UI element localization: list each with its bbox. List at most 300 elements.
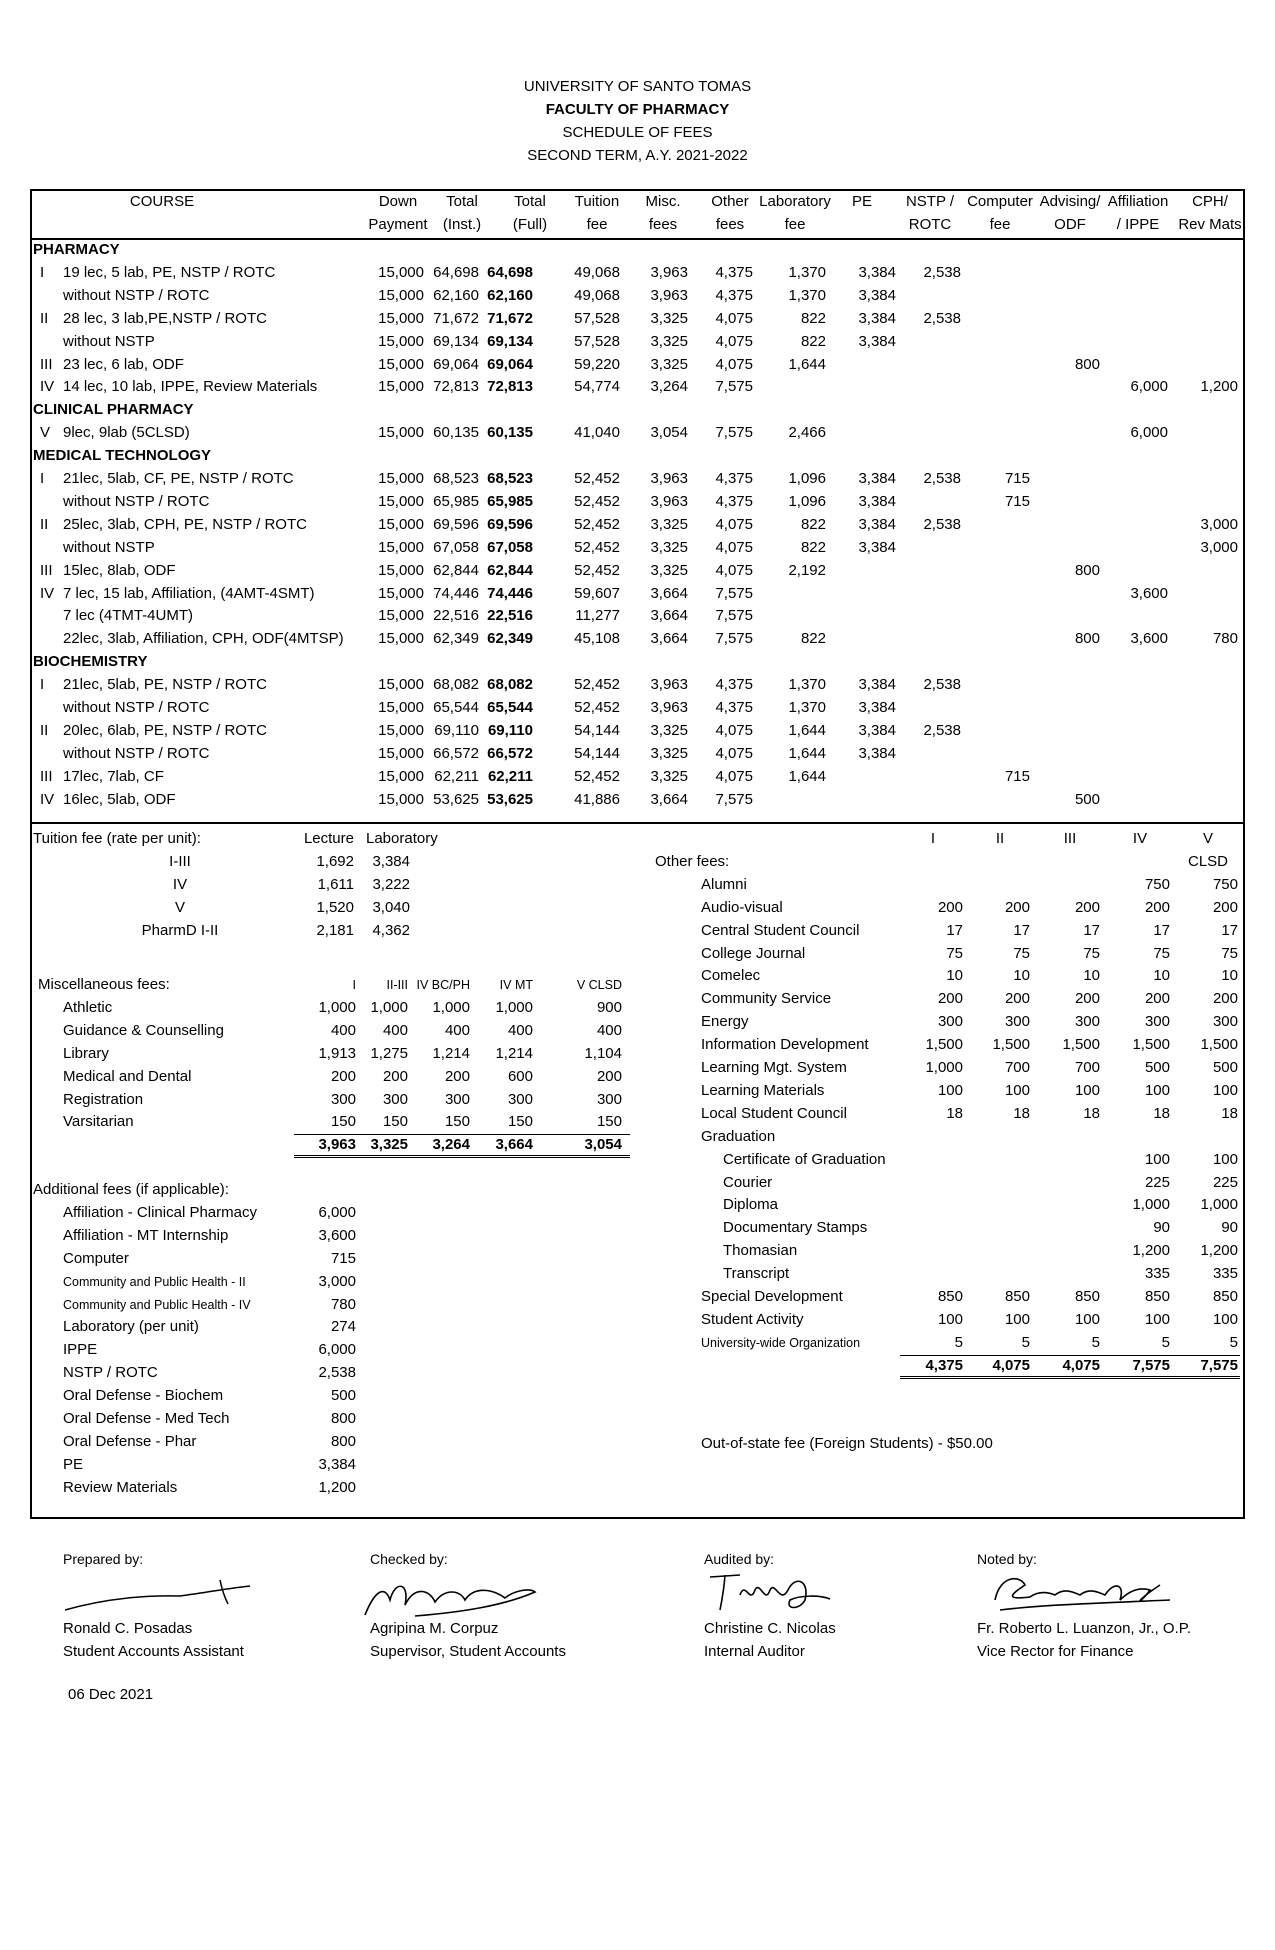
fee-cell: 822 [800, 538, 826, 556]
fee-cell: 1,644 [788, 767, 826, 785]
fee-cell: 22,516 [433, 607, 479, 625]
additional-fee-label: Community and Public Health - IV [63, 1297, 251, 1312]
tuition-lecture-rate: 1,520 [316, 898, 354, 916]
fee-cell: 715 [1004, 492, 1030, 510]
signatory-name: Ronald C. Posadas [63, 1620, 193, 1637]
tuition-lecture-rate: 2,181 [316, 921, 354, 939]
fee-cell: 4,375 [715, 492, 753, 510]
misc-fee-value: 1,000 [432, 998, 470, 1016]
fee-cell: 4,075 [715, 309, 753, 327]
fee-cell: 57,528 [574, 332, 620, 350]
fee-cell: 54,144 [574, 721, 620, 739]
other-fee-label: University-wide Organization [701, 1335, 861, 1350]
column-header-sub: ROTC [908, 216, 952, 233]
column-header: Computer [967, 193, 1033, 210]
other-column-header: IV [1132, 830, 1148, 847]
fee-cell: 3,325 [650, 721, 688, 739]
misc-column-header: IV BC/PH [416, 978, 470, 992]
additional-fee-value: 3,000 [318, 1272, 356, 1290]
fee-cell: 822 [800, 332, 826, 350]
other-fee-value: 850 [1074, 1288, 1100, 1305]
course-description: without NSTP / ROTC [63, 286, 210, 304]
fee-cell: 66,572 [487, 744, 533, 762]
fee-cell: 4,375 [715, 699, 753, 716]
fee-cell: 3,963 [650, 263, 688, 281]
column-header: CPH/ [1192, 193, 1228, 210]
fee-cell: 52,452 [574, 699, 620, 716]
section-heading: MEDICAL TECHNOLOGY [33, 447, 212, 465]
fee-cell: 3,664 [650, 584, 688, 602]
additional-fee-label: Oral Defense - Phar [63, 1432, 197, 1450]
fee-cell: 6,000 [1130, 424, 1168, 442]
other-fee-value: 90 [1153, 1219, 1170, 1237]
faculty-name: FACULTY OF PHARMACY [545, 101, 730, 118]
other-fee-value: 700 [1074, 1059, 1100, 1076]
misc-fee-label: Athletic [63, 998, 113, 1016]
fee-cell: 15,000 [378, 378, 424, 396]
other-fee-value: 200 [937, 990, 963, 1008]
additional-fee-label: Laboratory (per unit) [63, 1318, 199, 1336]
misc-fee-value: 1,000 [370, 998, 408, 1016]
fee-cell: 3,963 [650, 286, 688, 304]
other-fee-label: Comelec [701, 967, 761, 985]
fee-cell: 69,110 [487, 721, 533, 739]
fee-cell: 15,000 [378, 790, 424, 808]
other-fee-value: 225 [1144, 1173, 1170, 1191]
other-fee-total: 4,075 [1062, 1356, 1100, 1374]
other-fee-label: Audio-visual [701, 898, 783, 916]
fee-cell: 15,000 [378, 767, 424, 785]
fee-cell: 22,516 [487, 607, 533, 625]
year-level: IV [40, 790, 55, 808]
other-column-header: II [995, 830, 1005, 847]
other-fee-value: 200 [1144, 990, 1170, 1008]
other-fee-value: 1,500 [925, 1036, 963, 1054]
column-header-sub: Rev Mats [1178, 216, 1242, 233]
fee-cell: 3,664 [650, 790, 688, 808]
additional-fee-label: Affiliation - MT Internship [63, 1226, 229, 1244]
course-description: 21lec, 5lab, CF, PE, NSTP / ROTC [63, 470, 294, 487]
other-fee-value: 10 [1013, 967, 1030, 985]
column-header: Total [446, 193, 478, 210]
fee-cell: 62,844 [433, 561, 479, 579]
other-fee-value: 300 [937, 1013, 963, 1031]
year-level: II [40, 721, 49, 739]
additional-fee-value: 3,600 [318, 1226, 356, 1244]
course-description: 17lec, 7lab, CF [63, 767, 164, 785]
fee-cell: 64,698 [487, 263, 533, 281]
document-date: 06 Dec 2021 [68, 1686, 154, 1703]
other-fee-label: Certificate of Graduation [723, 1150, 886, 1168]
fee-cell: 7,575 [715, 424, 753, 442]
fee-cell: 3,600 [1130, 584, 1168, 602]
additional-fee-label: Community and Public Health - II [63, 1274, 246, 1289]
course-description: without NSTP [63, 332, 155, 350]
additional-fee-label: PE [63, 1455, 84, 1473]
other-fee-value: 1,200 [1132, 1242, 1170, 1260]
other-fee-value: 100 [1212, 1150, 1238, 1168]
additional-fee-value: 1,200 [318, 1478, 356, 1496]
fee-cell: 1,644 [788, 355, 826, 373]
misc-fee-value: 300 [382, 1090, 408, 1108]
misc-fee-value: 400 [330, 1021, 356, 1039]
fee-cell: 2,538 [923, 470, 961, 487]
other-fee-value: 10 [946, 967, 963, 985]
other-fee-value: 100 [1144, 1150, 1170, 1168]
additional-fee-label: Oral Defense - Biochem [63, 1387, 224, 1405]
course-description: 21lec, 5lab, PE, NSTP / ROTC [63, 676, 267, 694]
misc-fee-value: 200 [330, 1067, 356, 1085]
other-fee-label: Local Student Council [701, 1104, 847, 1122]
other-fees-title: Other fees: [655, 852, 730, 870]
misc-fee-value: 200 [444, 1067, 470, 1085]
fee-cell: 4,075 [715, 355, 753, 373]
fee-cell: 15,000 [378, 332, 424, 350]
tuition-lab-rate: 3,222 [372, 875, 410, 893]
tuition-level: PharmD I-II [141, 921, 219, 939]
other-fee-label: College Journal [701, 944, 806, 962]
fee-cell: 7,575 [715, 607, 753, 625]
course-description: 28 lec, 3 lab,PE,NSTP / ROTC [63, 309, 267, 327]
misc-subtotal-line [294, 1134, 630, 1135]
signatory-role: Noted by: [977, 1551, 1037, 1567]
column-header-sub: ODF [1054, 216, 1086, 233]
fee-cell: 1,096 [788, 492, 826, 510]
other-fee-value: 100 [1212, 1081, 1238, 1099]
fee-cell: 59,607 [574, 584, 620, 602]
other-fee-value: 300 [1144, 1013, 1170, 1031]
fee-cell: 15,000 [378, 676, 424, 694]
year-level: II [40, 515, 49, 533]
misc-fee-value: 150 [330, 1113, 356, 1131]
column-header-sub: / IPPE [1116, 216, 1160, 233]
other-fee-value: 100 [937, 1081, 963, 1099]
fee-cell: 62,211 [487, 767, 533, 785]
other-fee-value: 225 [1212, 1173, 1238, 1191]
signatory-title: Student Accounts Assistant [63, 1643, 244, 1660]
fee-cell: 3,963 [650, 676, 688, 694]
fee-cell: 3,384 [858, 263, 896, 281]
other-fee-value: 1,000 [1132, 1196, 1170, 1214]
fee-cell: 52,452 [574, 538, 620, 556]
signatory-title: Vice Rector for Finance [977, 1643, 1134, 1660]
other-fee-value: 75 [1083, 944, 1100, 962]
fee-cell: 68,523 [433, 470, 479, 487]
fee-cell: 15,000 [378, 538, 424, 556]
fee-cell: 67,058 [433, 538, 479, 556]
course-description: 25lec, 3lab, CPH, PE, NSTP / ROTC [63, 515, 307, 533]
fee-cell: 49,068 [574, 286, 620, 304]
other-fee-label: Graduation [701, 1127, 776, 1145]
signatory-name: Christine C. Nicolas [704, 1620, 836, 1637]
other-fee-label: Learning Mgt. System [701, 1059, 847, 1076]
other-fee-value: 500 [1212, 1059, 1238, 1076]
misc-fee-value: 400 [444, 1021, 470, 1039]
other-fee-value: 5 [1021, 1333, 1030, 1351]
section-heading: CLINICAL PHARMACY [33, 401, 194, 419]
fee-cell: 3,325 [650, 309, 688, 327]
other-fee-value: 335 [1212, 1265, 1238, 1283]
section-divider [30, 822, 1245, 824]
other-fee-value: 1,000 [925, 1059, 963, 1076]
other-fee-value: 700 [1004, 1059, 1030, 1076]
fee-cell: 69,134 [487, 332, 533, 350]
fee-cell: 59,220 [574, 355, 620, 373]
misc-fee-value: 200 [596, 1067, 622, 1085]
misc-fee-value: 150 [444, 1113, 470, 1131]
fee-cell: 715 [1004, 470, 1030, 487]
column-header: Laboratory [759, 193, 831, 210]
fee-cell: 3,264 [650, 378, 688, 396]
additional-fee-value: 2,538 [318, 1364, 356, 1382]
fee-cell: 7,575 [715, 378, 753, 396]
other-fee-value: 200 [1144, 898, 1170, 916]
fee-cell: 15,000 [378, 309, 424, 327]
other-fee-label: Special Development [701, 1288, 843, 1305]
other-fee-value: 75 [1153, 944, 1170, 962]
fee-cell: 15,000 [378, 424, 424, 442]
fee-cell: 45,108 [574, 630, 620, 648]
fee-cell: 3,384 [858, 286, 896, 304]
additional-fee-value: 800 [330, 1410, 356, 1427]
fee-cell: 1,370 [788, 286, 826, 304]
signature-corpuz [355, 1570, 545, 1625]
fee-cell: 800 [1074, 630, 1100, 648]
fee-cell: 715 [1004, 767, 1030, 785]
column-header-sub: fees [648, 216, 678, 233]
fee-cell: 822 [800, 515, 826, 533]
fee-cell: 54,144 [574, 744, 620, 762]
fee-cell: 67,058 [487, 538, 533, 556]
fee-cell: 1,644 [788, 721, 826, 739]
fee-cell: 11,277 [575, 607, 620, 625]
other-fee-value: 18 [946, 1104, 963, 1122]
misc-fee-value: 1,913 [318, 1044, 356, 1062]
fee-cell: 74,446 [433, 584, 479, 602]
year-level: V [40, 424, 51, 442]
fee-cell: 800 [1074, 355, 1100, 373]
misc-fee-value: 1,000 [318, 998, 356, 1016]
fee-cell: 3,384 [858, 744, 896, 762]
other-fee-value: 10 [1153, 967, 1170, 985]
other-fee-value: 100 [1004, 1081, 1030, 1099]
tuition-lab-rate: 4,362 [372, 921, 410, 939]
fee-cell: 500 [1074, 790, 1100, 808]
fee-cell: 3,325 [650, 515, 688, 533]
university-name: UNIVERSITY OF SANTO TOMAS [523, 78, 752, 95]
fee-cell: 15,000 [378, 607, 424, 625]
misc-total: 3,963 [318, 1136, 356, 1154]
signatory-role: Prepared by: [63, 1551, 144, 1567]
other-fee-value: 75 [1013, 944, 1030, 962]
tuition-title: Tuition fee (rate per unit): [33, 830, 201, 847]
fee-cell: 15,000 [378, 699, 424, 716]
misc-fee-label: Medical and Dental [63, 1067, 192, 1085]
fee-cell: 15,000 [378, 744, 424, 762]
misc-fee-value: 1,104 [584, 1044, 622, 1062]
other-column-header: I [930, 830, 936, 847]
additional-fee-value: 780 [330, 1295, 356, 1313]
fee-cell: 3,600 [1130, 630, 1168, 648]
fee-cell: 69,110 [434, 721, 479, 739]
foreign-student-note: Out-of-state fee (Foreign Students) - $50.00 [701, 1435, 993, 1452]
misc-fee-value: 150 [382, 1113, 408, 1131]
fee-cell: 7,575 [715, 584, 753, 602]
course-description: 19 lec, 5 lab, PE, NSTP / ROTC [63, 263, 276, 281]
other-subtotal-line [900, 1355, 1240, 1356]
fee-cell: 3,384 [858, 676, 896, 694]
column-header-sub: fees [715, 216, 745, 233]
signatory-title: Supervisor, Student Accounts [370, 1643, 566, 1660]
other-fee-value: 200 [1074, 898, 1100, 916]
other-fee-label: Transcript [723, 1265, 790, 1283]
fee-cell: 3,000 [1200, 538, 1238, 556]
year-level: III [40, 561, 53, 579]
fee-cell: 822 [800, 630, 826, 648]
other-fee-label: Diploma [723, 1196, 779, 1214]
fee-cell: 800 [1074, 561, 1100, 579]
fee-cell: 3,054 [650, 424, 688, 442]
fee-cell: 2,538 [923, 309, 961, 327]
misc-fee-value: 400 [382, 1021, 408, 1039]
misc-total: 3,264 [432, 1136, 470, 1154]
column-header: Total [514, 193, 546, 210]
year-level: I [40, 676, 45, 694]
fee-cell: 68,082 [487, 676, 533, 694]
fee-cell: 15,000 [378, 263, 424, 281]
fee-cell: 41,040 [574, 424, 620, 442]
fee-cell: 15,000 [378, 492, 424, 510]
year-level: IV [40, 378, 55, 396]
fee-cell: 3,384 [858, 538, 896, 556]
course-description: 15lec, 8lab, ODF [63, 561, 176, 579]
fee-cell: 65,544 [433, 699, 479, 716]
fee-cell: 52,452 [574, 561, 620, 579]
fee-cell: 3,384 [858, 699, 896, 716]
fee-cell: 68,082 [433, 676, 479, 694]
fee-cell: 65,544 [487, 699, 533, 716]
fee-cell: 3,325 [650, 355, 688, 373]
signatory-role: Checked by: [370, 1551, 448, 1567]
fee-cell: 3,384 [858, 492, 896, 510]
additional-fee-label: Computer [63, 1249, 129, 1267]
course-description: 23 lec, 6 lab, ODF [63, 355, 184, 373]
fee-cell: 3,664 [650, 630, 688, 648]
fee-cell: 15,000 [378, 630, 424, 648]
misc-column-header: V CLSD [576, 978, 622, 992]
fee-cell: 1,200 [1200, 378, 1238, 396]
year-level: III [40, 355, 53, 373]
fee-cell: 3,384 [858, 309, 896, 327]
fee-cell: 15,000 [378, 721, 424, 739]
fee-cell: 68,523 [487, 470, 533, 487]
tuition-level: IV [172, 875, 188, 893]
section-heading: BIOCHEMISTRY [33, 653, 148, 671]
other-fee-label: Information Development [701, 1036, 869, 1054]
column-header: PE [851, 193, 872, 210]
other-fee-value: 100 [1212, 1310, 1238, 1328]
other-fee-value: 18 [1221, 1104, 1238, 1122]
course-description: 16lec, 5lab, ODF [63, 790, 176, 808]
column-header-sub: (Full) [512, 216, 548, 233]
other-fee-value: 300 [1004, 1013, 1030, 1031]
column-header-sub: fee [784, 216, 806, 233]
other-fee-value: 100 [1074, 1310, 1100, 1328]
year-level: III [40, 767, 53, 785]
other-fee-label: Documentary Stamps [723, 1219, 868, 1237]
fee-cell: 57,528 [574, 309, 620, 327]
other-column-sub-header: CLSD [1188, 852, 1229, 870]
other-column-header: III [1063, 830, 1077, 847]
fee-cell: 41,886 [574, 790, 620, 808]
fee-cell: 3,384 [858, 332, 896, 350]
misc-fee-value: 400 [507, 1021, 533, 1039]
other-fee-total: 4,075 [992, 1356, 1030, 1374]
additional-fee-value: 500 [330, 1387, 356, 1405]
misc-fee-value: 1,000 [495, 998, 533, 1016]
fee-cell: 2,538 [923, 515, 961, 533]
other-fee-value: 5 [1091, 1333, 1100, 1351]
fee-cell: 69,064 [487, 355, 533, 373]
fee-cell: 49,068 [574, 263, 620, 281]
additional-title: Additional fees (if applicable): [33, 1181, 229, 1198]
misc-title: Miscellaneous fees: [38, 976, 170, 993]
misc-column-header: II-III [386, 978, 408, 992]
tuition-lecture-header: Lecture [303, 830, 354, 847]
misc-column-header: I [352, 978, 356, 992]
other-fee-value: 500 [1144, 1059, 1170, 1076]
course-description: without NSTP [63, 538, 155, 556]
misc-fee-value: 1,275 [370, 1044, 408, 1062]
tuition-level: I-III [169, 852, 191, 870]
other-fee-value: 10 [1083, 967, 1100, 985]
fee-cell: 62,844 [487, 561, 533, 579]
course-description: without NSTP / ROTC [63, 492, 210, 510]
misc-fee-value: 300 [330, 1090, 356, 1108]
fee-cell: 4,375 [715, 263, 753, 281]
other-fee-value: 18 [1083, 1104, 1100, 1122]
other-fee-label: Thomasian [723, 1242, 798, 1260]
fee-cell: 3,384 [858, 721, 896, 739]
fee-cell: 69,064 [433, 355, 479, 373]
signature-posadas [60, 1570, 260, 1620]
other-fee-label: Alumni [701, 875, 747, 893]
misc-fee-value: 900 [596, 998, 622, 1016]
other-fee-value: 850 [1144, 1288, 1170, 1305]
other-fee-total: 4,375 [925, 1356, 963, 1374]
course-description: 9lec, 9lab (5CLSD) [63, 424, 190, 442]
course-description: 20lec, 6lab, PE, NSTP / ROTC [63, 721, 267, 739]
other-fee-value: 100 [1144, 1310, 1170, 1328]
other-fee-label: Courier [723, 1173, 773, 1191]
other-fee-value: 850 [1004, 1288, 1030, 1305]
section-heading: PHARMACY [33, 241, 120, 258]
fee-cell: 822 [800, 309, 826, 327]
fee-cell: 60,135 [433, 424, 479, 442]
other-fee-value: 300 [1212, 1013, 1238, 1031]
other-fee-value: 200 [1004, 990, 1030, 1008]
additional-fee-value: 6,000 [318, 1203, 356, 1221]
misc-fee-value: 400 [596, 1021, 622, 1039]
misc-fee-value: 200 [382, 1067, 408, 1085]
fee-cell: 53,625 [433, 790, 479, 808]
fee-cell: 6,000 [1130, 378, 1168, 396]
course-description: without NSTP / ROTC [63, 744, 210, 762]
fee-cell: 71,672 [487, 309, 533, 327]
fee-cell: 780 [1212, 630, 1238, 648]
misc-column-header: IV MT [499, 978, 533, 992]
additional-fee-value: 6,000 [318, 1341, 356, 1359]
